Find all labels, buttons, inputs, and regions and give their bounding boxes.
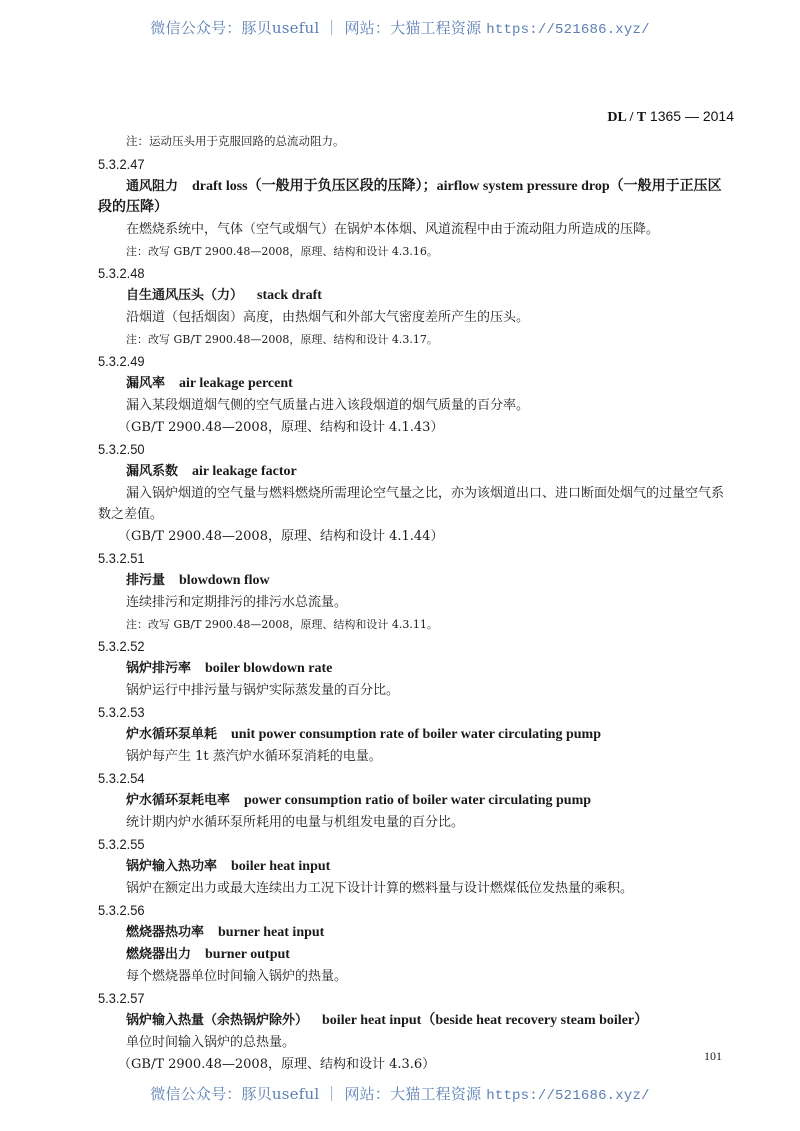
term-entry: [98, 702, 734, 767]
term-heading: [98, 461, 734, 482]
term-en: boiler blowdown rate: [205, 661, 333, 676]
term-zh: 锅炉输入热功率: [126, 859, 218, 874]
term-definition: 在燃烧系统中，气体（空气或烟气）在锅炉本体烟、风道流程中由于流动阻力所造成的压降。: [126, 222, 660, 237]
term-zh: 通风阻力: [126, 179, 179, 194]
term-entry: [98, 988, 734, 1075]
term-heading: [98, 922, 734, 943]
term-definition: 沿烟道（包括烟囱）高度，由热烟气和外部大气密度差所产生的压头。: [126, 310, 530, 325]
term-en: blowdown flow: [179, 573, 270, 588]
clause-number: 5.3.2.47: [98, 156, 145, 172]
term-note: 注：改写 GB/T 2900.48—2008，原理、结构和设计 4.3.17。: [126, 333, 438, 346]
page-number: 101: [704, 1049, 722, 1063]
term-zh: 自生通风压头（力）: [126, 288, 244, 303]
term-zh: 锅炉排污率: [126, 661, 192, 676]
term-source: （GB/T 2900.48—2008，原理、结构和设计 4.1.43）: [118, 420, 444, 435]
term-definition: 单位时间输入锅炉的总热量。: [126, 1035, 296, 1050]
watermark-top: [0, 17, 800, 38]
watermark-text: 微信公众号：豚贝useful ｜ 网站：大猫工程资源: [150, 1085, 487, 1103]
term-entry: [98, 834, 734, 899]
watermark-text: 微信公众号：豚贝useful ｜ 网站：大猫工程资源: [150, 19, 487, 37]
term-en: power consumption ratio of boiler water circulating pump: [244, 793, 592, 808]
clause-number: 5.3.2.53: [98, 704, 145, 720]
term-zh: 排污量: [126, 573, 166, 588]
clause-number: 5.3.2.54: [98, 770, 145, 786]
document-body: [98, 131, 734, 1076]
watermark-url[interactable]: https://521686.xyz/: [486, 22, 650, 38]
term-source: （GB/T 2900.48—2008，原理、结构和设计 4.3.6）: [118, 1057, 436, 1072]
standard-code: DL / T: [607, 110, 647, 125]
term-en: draft loss（一般用于负压区段的压降）；airflow system pressure drop（一般用于正压区段的压降）: [98, 179, 722, 215]
term-en: air leakage factor: [192, 464, 297, 479]
term-definition: 统计期内炉水循环泵所耗用的电量与机组发电量的百分比。: [126, 815, 465, 830]
term-heading: [98, 1010, 734, 1031]
standard-number: 1365 — 2014: [649, 108, 734, 124]
term-zh: 燃烧器热功率: [126, 925, 205, 940]
term-note: 注：改写 GB/T 2900.48—2008，原理、结构和设计 4.3.16。: [126, 245, 438, 258]
term-zh: 燃烧器出力: [126, 947, 192, 962]
term-definition: 锅炉每产生 1t 蒸汽炉水循环泵消耗的电量。: [126, 749, 382, 764]
clause-number: 5.3.2.52: [98, 638, 145, 654]
term-heading: [98, 658, 734, 679]
term-en: burner output: [205, 947, 290, 962]
clause-number: 5.3.2.56: [98, 902, 145, 918]
term-definition: 漏入锅炉烟道的空气量与燃料燃烧所需理论空气量之比，亦为该烟道出口、进口断面处烟气的过量空气系数之差值。: [98, 486, 725, 522]
term-definition: 锅炉运行中排污量与锅炉实际蒸发量的百分比。: [126, 683, 400, 698]
term-entry: [98, 900, 734, 987]
term-en: burner heat input: [218, 925, 325, 940]
term-zh: 锅炉输入热量（余热锅炉除外）: [126, 1013, 309, 1028]
term-heading: [98, 570, 734, 591]
term-zh: 漏风率: [126, 376, 166, 391]
term-entry: [98, 768, 734, 833]
term-entry: [98, 439, 734, 547]
top-note: 注：运动压头用于克服回路的总流动阻力。: [126, 134, 345, 148]
term-heading: [98, 285, 734, 306]
standard-header: [607, 108, 734, 126]
term-definition: 锅炉在额定出力或最大连续出力工况下设计计算的燃料量与设计燃煤低位发热量的乘积。: [126, 881, 634, 896]
term-source: （GB/T 2900.48—2008，原理、结构和设计 4.1.44）: [118, 529, 444, 544]
clause-number: 5.3.2.55: [98, 836, 145, 852]
term-entry: [98, 154, 734, 262]
clause-number: 5.3.2.57: [98, 990, 145, 1006]
term-en: air leakage percent: [179, 376, 293, 391]
term-heading: [98, 790, 734, 811]
clause-number: 5.3.2.48: [98, 265, 145, 281]
clause-number: 5.3.2.50: [98, 441, 145, 457]
term-heading: [98, 373, 734, 394]
term-en: stack draft: [257, 288, 322, 303]
term-en: boiler heat input: [231, 859, 331, 874]
term-zh: 炉水循环泵单耗: [126, 727, 218, 742]
term-definition: 每个燃烧器单位时间输入锅炉的热量。: [126, 969, 348, 984]
watermark-bottom: [0, 1083, 800, 1104]
clause-number: 5.3.2.51: [98, 550, 145, 566]
term-entry: [98, 636, 734, 701]
term-heading: [98, 176, 734, 218]
watermark-url[interactable]: https://521686.xyz/: [486, 1088, 650, 1104]
term-zh: 炉水循环泵耗电率: [126, 793, 231, 808]
term-note: 注：改写 GB/T 2900.48—2008，原理、结构和设计 4.3.11。: [126, 618, 438, 631]
term-heading: [98, 724, 734, 745]
term-heading-synonym: [98, 944, 734, 965]
term-zh: 漏风系数: [126, 464, 179, 479]
term-entry: [98, 548, 734, 635]
term-definition: 漏入某段烟道烟气侧的空气质量占进入该段烟道的烟气质量的百分率。: [126, 398, 530, 413]
term-entry: [98, 351, 734, 438]
clause-number: 5.3.2.49: [98, 353, 145, 369]
term-definition: 连续排污和定期排污的排污水总流量。: [126, 595, 348, 610]
term-en: unit power consumption rate of boiler water circulating pump: [231, 727, 601, 742]
term-entry: [98, 263, 734, 350]
term-en: boiler heat input（beside heat recovery steam boiler）: [322, 1013, 649, 1028]
term-heading: [98, 856, 734, 877]
